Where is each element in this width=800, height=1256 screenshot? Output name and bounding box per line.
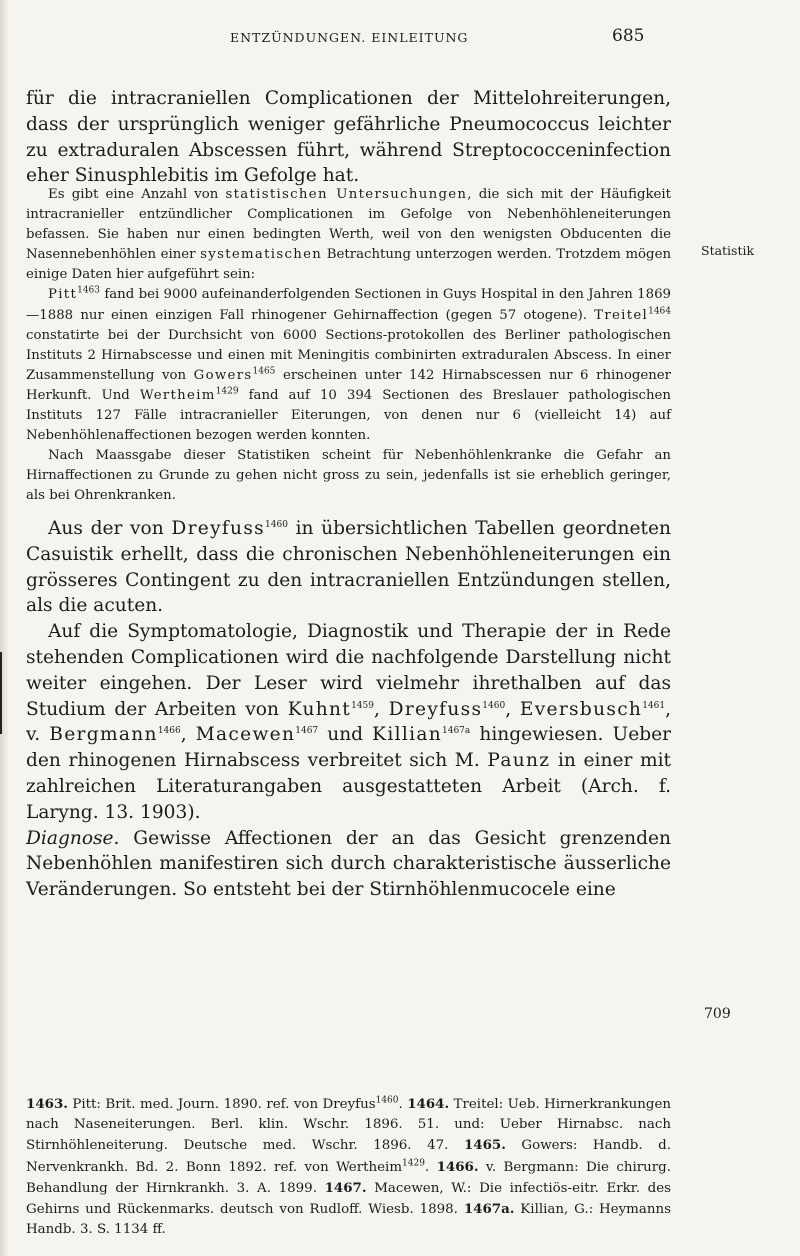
author-name: Treitel: [594, 307, 649, 323]
text-run: constatirte bei der Durchsicht von 6000 Sections-protokollen des Berliner pathologischen Instituts 2 Hirnabscesse und einen mit Meningitis combinirten extraduralen Abscess. In einer Zusammenstellung von: [26, 327, 671, 383]
footnote-number: 1467a.: [463, 1201, 515, 1218]
footnote-number: 1465.: [463, 1137, 506, 1154]
symptomatology-paragraph: [26, 619, 671, 825]
dreyfuss-paragraph: [26, 516, 671, 619]
footnote-text: Treitel: Ueb. Hirnerkrankungen nach Naseneiterungen. Berl. klin. Wschr. 1896. 51. und: Ueber Hirnabsc. nach Stirnhöhleneiterung. Deutsche med. Wschr. 1896. 47.: [26, 1097, 671, 1154]
statistics-paragraph: [26, 185, 671, 285]
footnote-number: 1464.: [407, 1096, 450, 1112]
author-name: Gowers: [193, 367, 253, 383]
citation-ref: 1460: [482, 700, 506, 711]
text-run: fand auf 10 394 Sectionen des Breslauer pathologischen Instituts 127 Fälle intracranieller Eiterungen, von denen nur 6 (vielleicht 14) auf Nebenhöhlenaffectionen bezogen werden konnten.: [26, 387, 671, 444]
footnote-text: Gowers: Handb. d. Nervenkrankh. Bd. 2. Bonn 1892. ref. von Wertheim: [26, 1138, 671, 1175]
margin-ref-709: 709: [704, 1006, 731, 1022]
section-heading-diagnose: Diagnose.: [26, 827, 120, 849]
author-name: Pitt: [48, 287, 78, 303]
citation-ref: 1429: [215, 386, 239, 397]
citation-ref: 1464: [648, 306, 671, 317]
text-run: hingewiesen. Ueber den rhinogenen Hirnabscess verbreitet sich M.: [26, 724, 671, 772]
text-run: , v.: [26, 698, 672, 746]
text-run: ,: [180, 724, 196, 746]
citation-ref: 1429: [402, 1158, 425, 1169]
intro-text: für die intracraniellen Complicationen der Mittelohreiterungen, dass der ursprünglich weniger gefährliche Pneumococcus leichter zu extraduralen Abscessen führt, während Streptococceninfection eher Sinusphlebitis im Gefolge hat.: [26, 88, 671, 187]
text-run: erscheinen unter 142 Hirnabscessen nur 6 rhinogener Herkunft. Und: [26, 367, 672, 403]
main-text-block: [26, 516, 671, 903]
author-name: Dreyfuss: [388, 698, 483, 720]
text-run: und: [318, 724, 373, 746]
author-name: Dreyfuss: [171, 518, 266, 539]
text-run: Gewisse Affectionen der an das Gesicht grenzenden Nebenhöhlen manifestiren sich durch charakteristische äusserliche Veränderungen. So entsteht bei der Stirnhöhlenmucocele eine: [26, 827, 671, 901]
footnote-text: Macewen, W.: Die infectiös-eitr. Erkr. des Gehirns und Rückenmarks. deutsch von Rudloff. Wiesb. 1898.: [26, 1180, 671, 1218]
text-run: fand bei 9000 aufeinanderfolgenden Sectionen in Guys Hospital in den Jahren 1869—1888 nur einen einzigen Fall rhinogener Gehirnaffection (gegen 57 otogene).: [26, 287, 671, 323]
diagnose-paragraph: [26, 826, 671, 903]
author-name: Eversbusch: [519, 698, 643, 720]
spaced-term: statistischen Untersuchungen: [225, 187, 468, 202]
margin-rule: [0, 652, 2, 734]
text-run: Es gibt eine Anzahl von: [48, 187, 226, 202]
footnote-text: .: [398, 1097, 408, 1112]
footnote-number: 1466.: [436, 1158, 479, 1175]
statistics-conclusion: Nach Maassgabe dieser Statistiken scheint für Nebenhöhlenkranke die Gefahr an Hirnaffectionen zu Grunde zu gehen nicht gross zu sein, jedenfalls ist sie erheblich geringer, als bei Ohrenkranken.: [26, 448, 671, 504]
footnotes: [26, 1094, 671, 1240]
text-run: Auf die Symptomatologie, Diagnostik und Therapie der in Rede stehenden Complicationen wird die nachfolgende Darstellung nicht weiter eingehen. Der Leser wird vielmehr ihrethalben auf das Studium der Arbeiten von: [26, 621, 671, 720]
statistics-data-paragraph: [26, 285, 671, 446]
author-name: Paunz: [487, 750, 551, 772]
running-title: ENTZÜNDUNGEN. EINLEITUNG: [230, 30, 469, 45]
text-run: , die sich mit der Häufigkeit intracranieller entzündlicher Complicationen im Gefolge von Nebenhöhleneiterungen befassen. Sie haben nur einen bedingten Werth, weil von den wenigsten Obducenten die Nasennebenhöhlen einer: [26, 187, 671, 263]
small-print-block: [26, 185, 671, 507]
author-name: Wertheim: [139, 387, 216, 403]
spaced-term: systematischen: [200, 247, 323, 263]
author-name: Bergmann: [49, 724, 158, 746]
footnote-text: Killian, G.: Heymanns Handb. 3. S. 1134 ff.: [26, 1202, 671, 1238]
text-run: ,: [373, 698, 389, 720]
citation-ref: 1460: [375, 1095, 399, 1106]
text-run: ,: [505, 698, 520, 720]
citation-ref: 1463: [77, 286, 100, 297]
citation-ref: 1467a: [442, 726, 471, 737]
page-gutter-shadow: [0, 0, 8, 1256]
citation-ref: 1467: [295, 726, 319, 737]
margin-note-statistik: Statistik: [701, 243, 755, 258]
text-run: Betrachtung unterzogen werden. Trotzdem mögen einige Daten hier aufgeführt sein:: [26, 247, 672, 283]
citation-ref: 1466: [157, 726, 181, 737]
author-name: Killian: [372, 724, 442, 746]
footnote-text: .: [424, 1159, 437, 1175]
paragraph-intro: [26, 86, 671, 189]
footnote-text: v. Bergmann: Die chirurg. Behandlung der Hirnkrankh. 3. A. 1899.: [26, 1159, 672, 1196]
page-number: 685: [612, 26, 645, 46]
footnote-text: Pitt: Brit. med. Journ. 1890. ref. von Dreyfus: [67, 1097, 376, 1112]
citation-ref: 1465: [252, 366, 276, 377]
citation-ref: 1460: [265, 519, 288, 530]
citation-ref: 1459: [351, 700, 374, 711]
text-run: in übersichtlichen Tabellen geordneten Casuistik erhellt, dass die chronischen Nebenhöhleneiterungen ein grösseres Contingent zu den intracraniellen Entzündungen stellen, als die acuten.: [26, 518, 671, 617]
author-name: Kuhnt: [287, 698, 352, 720]
text-run: Aus der von: [48, 518, 172, 539]
citation-ref: 1461: [642, 700, 666, 711]
footnote-number: 1463.: [26, 1096, 68, 1112]
author-name: Macewen: [195, 724, 296, 746]
footnote-number: 1467.: [324, 1179, 367, 1196]
text-run: in einer mit zahlreichen Literaturangaben ausgestatteten Arbeit (Arch. f. Laryng. 13. 1903).: [26, 750, 671, 823]
